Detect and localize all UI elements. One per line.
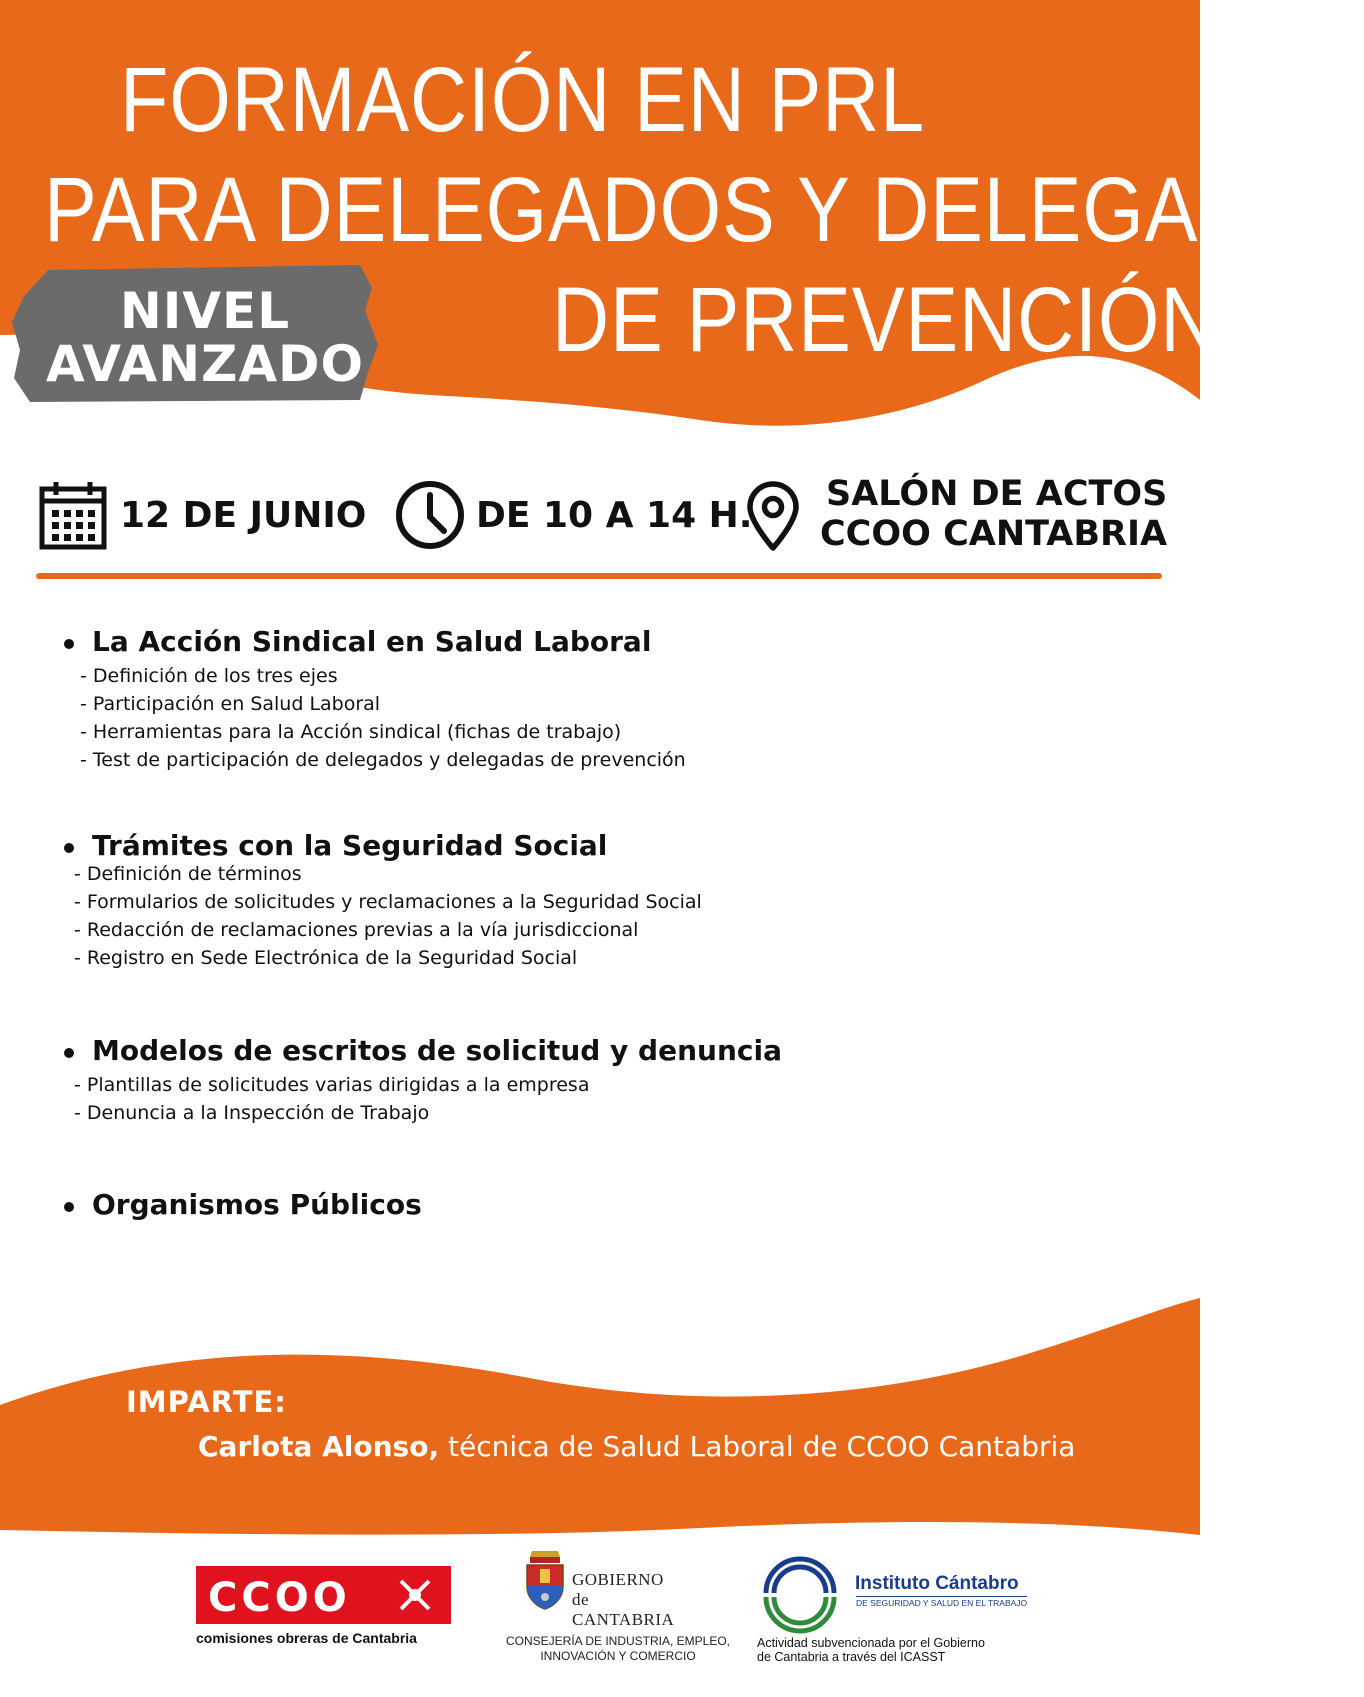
gobierno-sub-2: INNOVACIÓN Y COMERCIO <box>540 1649 696 1663</box>
title-line-1: FORMACIÓN EN PRL <box>120 49 926 151</box>
gobierno-title <box>572 1570 674 1630</box>
icasst-subtitle: DE SEGURIDAD Y SALUD EN EL TRABAJO <box>856 1598 1028 1608</box>
gobierno-sub-1: CONSEJERÍA DE INDUSTRIA, EMPLEO, <box>505 1634 731 1648</box>
section-heading: La Acción Sindical en Salud Laboral <box>62 625 686 658</box>
gobierno-line-1: GOBIERNO <box>572 1570 664 1589</box>
list-item: - Formularios de solicitudes y reclamaciones a la Seguridad Social <box>74 891 702 913</box>
list-item: - Plantillas de solicitudes varias dirigidas a la empresa <box>74 1074 590 1096</box>
section-heading: Trámites con la Seguridad Social <box>62 829 702 862</box>
list-item: - Test de participación de delegados y delegadas de prevención <box>80 749 686 771</box>
icasst-title: Instituto Cántabro <box>855 1573 1019 1594</box>
ccoo-star-icon <box>401 1581 429 1609</box>
list-item: - Herramientas para la Acción sindical (fichas de trabajo) <box>80 721 622 743</box>
title-line-3: DE PREVENCIÓN <box>552 269 1219 371</box>
location-pin-icon <box>744 480 802 552</box>
list-item: - Redacción de reclamaciones previas a la vía jurisdiccional <box>74 919 639 941</box>
list-item: - Participación en Salud Laboral <box>80 693 381 715</box>
ccoo-caption: comisiones obreras de Cantabria <box>196 1630 417 1646</box>
gobierno-line-2: de <box>572 1590 590 1609</box>
imparte-label: IMPARTE: <box>126 1385 287 1419</box>
section-modelos-escritos <box>62 1034 782 1127</box>
section-seguridad-social <box>62 829 702 972</box>
section-organismos <box>62 1188 422 1221</box>
section-accion-sindical <box>62 625 686 774</box>
ccoo-logo <box>196 1566 451 1624</box>
level-badge <box>40 282 370 393</box>
list-item: - Registro en Sede Electrónica de la Seguridad Social <box>74 947 578 969</box>
calendar-icon <box>38 479 110 551</box>
imparte-speaker <box>198 1430 1075 1463</box>
icasst-note-1: Actividad subvencionada por el Gobierno <box>757 1636 985 1650</box>
event-date: 12 DE JUNIO <box>120 495 367 536</box>
title-line-2: PARA DELEGADOS Y DELEGADAS <box>44 159 1364 261</box>
section-heading: Modelos de escritos de solicitud y denuncia <box>62 1034 782 1067</box>
speaker-role: técnica de Salud Laboral de CCOO Cantabria <box>439 1430 1076 1463</box>
icasst-note-2: de Cantabria a través del ICASST <box>757 1650 946 1664</box>
speaker-name: Carlota Alonso, <box>198 1430 440 1463</box>
icasst-note <box>757 1636 1057 1664</box>
event-time: DE 10 A 14 H. <box>476 495 753 536</box>
list-item: - Definición de términos <box>74 863 302 885</box>
level-badge-line-2: AVANZADO <box>45 334 365 393</box>
gobierno-line-3: CANTABRIA <box>572 1610 675 1629</box>
ccoo-logo-mark: CCOO <box>208 1575 351 1621</box>
list-item: - Denuncia a la Inspección de Trabajo <box>74 1102 430 1124</box>
gobierno-shield-icon <box>522 1547 568 1611</box>
info-divider <box>36 573 1162 579</box>
section-heading: Organismos Públicos <box>62 1188 422 1221</box>
icasst-logo-icon <box>758 1553 842 1631</box>
level-badge-line-1: NIVEL <box>119 282 291 340</box>
event-place-line-2: CCOO CANTABRIA <box>820 514 1168 554</box>
clock-icon <box>394 479 466 551</box>
event-place-line-1: SALÓN DE ACTOS <box>826 474 1168 514</box>
gobierno-consejeria <box>478 1634 758 1664</box>
list-item: - Definición de los tres ejes <box>80 665 338 687</box>
